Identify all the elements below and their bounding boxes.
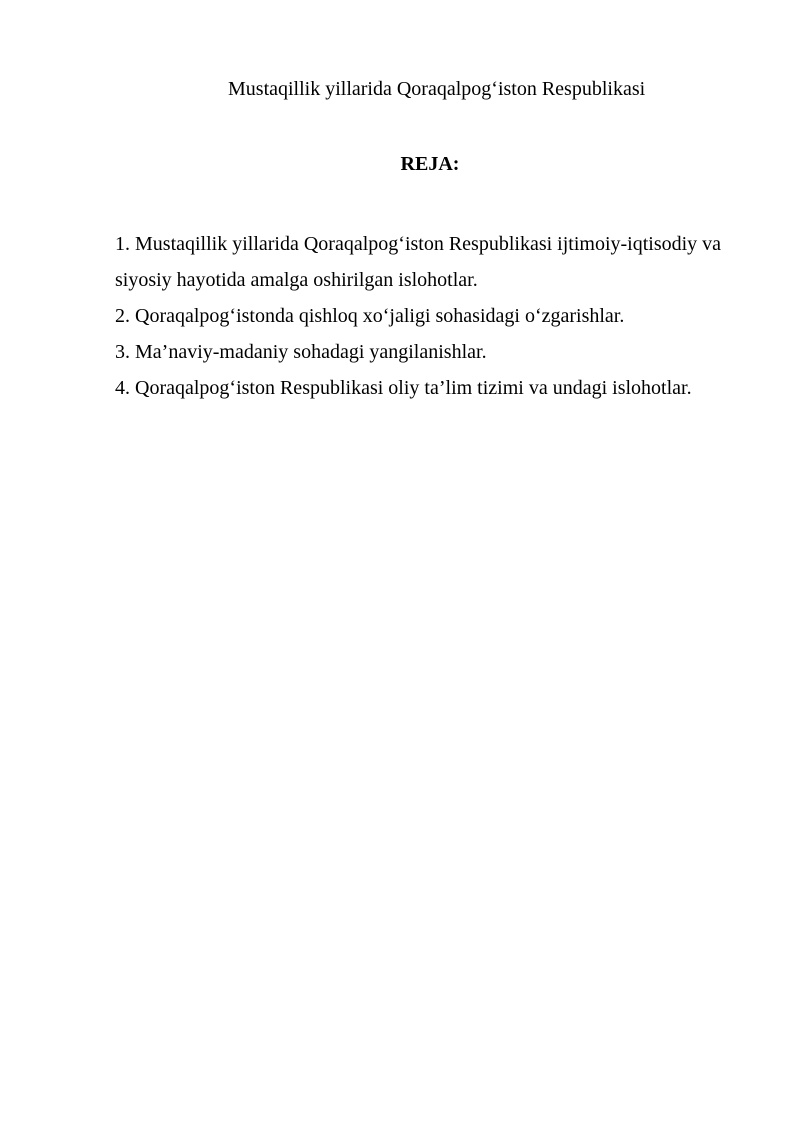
plan-item-2: 2. Qoraqalpog‘istonda qishloq xo‘jaligi sohasidagi o‘zgarishlar. [115,305,625,327]
plan-item-4: 4. Qoraqalpog‘iston Respublikasi oliy ta’lim tizimi va undagi islohotlar. [115,377,692,399]
plan-list [115,226,755,406]
document-title: Mustaqillik yillarida Qoraqalpog‘iston Respublikasi [228,78,646,100]
plan-item-1: 1. Mustaqillik yillarida Qoraqalpog‘iston Respublikasi ijtimoiy-iqtisodiy va siyosiy hayotida amalga oshirilgan islohotlar. [115,233,722,291]
plan-heading: REJA: [400,153,460,175]
plan-item-3: 3. Ma’naviy-madaniy sohadagi yangilanishlar. [115,341,487,363]
